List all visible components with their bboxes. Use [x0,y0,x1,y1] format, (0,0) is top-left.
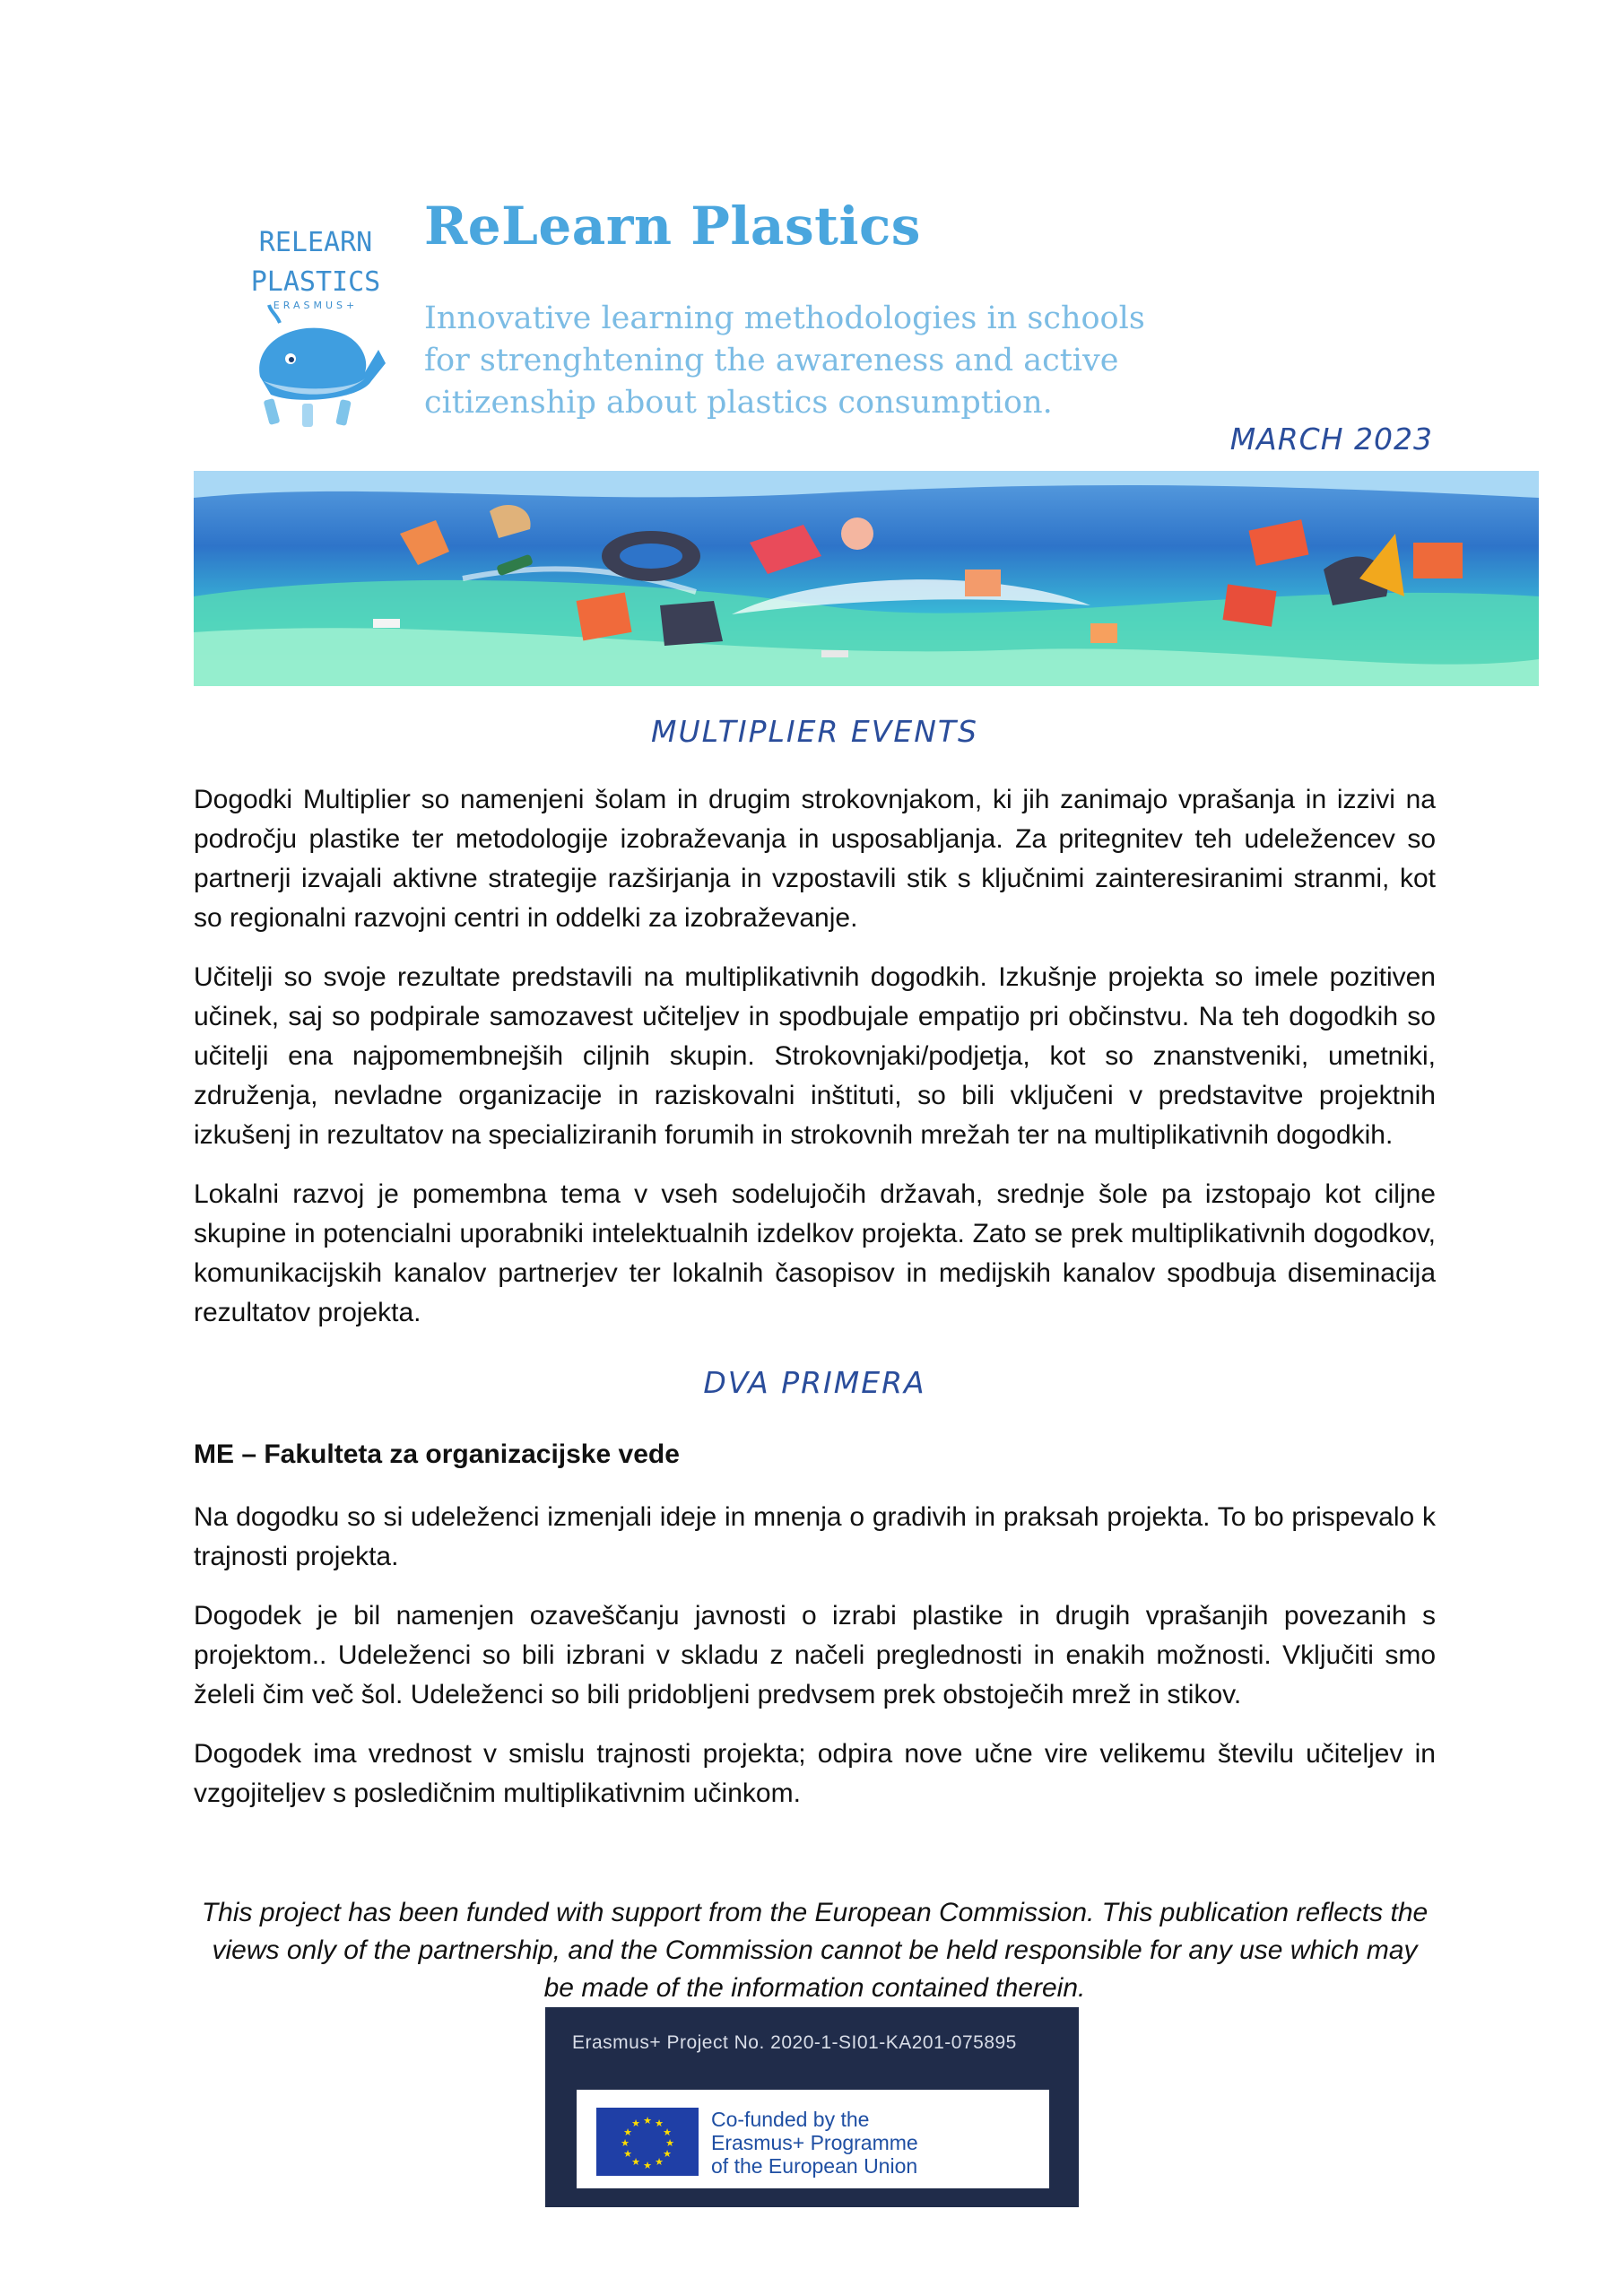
svg-text:★: ★ [643,2115,652,2126]
project-logo [244,215,387,430]
cofund-line: Co-funded by the [711,2108,870,2131]
svg-text:★: ★ [663,2148,672,2160]
tagline-line: for strenghtening the awareness and active [424,343,1119,378]
tagline-line: Innovative learning methodologies in schools [424,300,1145,336]
brand-title: ReLearn Plastics [424,196,921,257]
svg-text:★: ★ [655,2118,664,2129]
svg-text:★: ★ [623,2148,632,2160]
cofund-text [711,2108,1043,2178]
svg-text:★: ★ [663,2126,672,2138]
paragraph: Dogodek je bil namenjen ozaveščanju javnosti o izrabi plastike in drugih vprašanjih povezanih s projektom.. Udeleženci so bili izbrani v skladu z načeli preglednosti in enakih možnosti. Vključiti smo želeli čim več šol. Udeleženci so bili pridobljeni predvsem prek obstoječih mrež in stikov. [194,1601,1436,1709]
logo-text-plastics: PLASTICS [250,266,381,298]
whale-icon [259,305,386,427]
paragraph: Učitelji so svoje rezultate predstavili na multiplikativnih dogodkih. Izkušnje projekta so imele pozitiven učinek, saj so podpirale samozavest učiteljev in spodbujale empatijo pri občinstvu. Na teh dogodkih so učitelji ena najpomembnejših ciljnih skupin. Strokovnjaki/podjetja, kot so znanstveniki, umetniki, združenja, nevladne organizacije in raziskovalni inštituti, so bili vključeni v predstavitve projektnih izkušenj in rezultatov na specializiranih forumih in strokovnih mrežah ter na multiplikativnih dogodkih. [194,962,1436,1150]
paragraph: Dogodki Multiplier so namenjeni šolam in drugim strokovnjakom, ki jih zanimajo vprašanja in izzivi na področju plastike ter metodologije izobraževanja in usposabljanja. Za pritegnitev teh udeležencev so partnerji izvajali aktivne strategije razširjanja in vzpostavili stik s ključnimi zainteresiranimi stranmi, kot so regionalni razvojni centri in oddelki za izobraževanje. [194,785,1436,933]
svg-text:★: ★ [631,2118,640,2129]
paragraph: Lokalni razvoj je pomembna tema v vseh sodelujočih državah, srednje šole pa izstopajo kot ciljne skupine in potencialni uporabniki intelektualnih izdelkov projekta. Zato se prek multiplikativnih dogodkov, komunikacijskih kanalov partnerjev ter lokalnih časopisov in medijskih kanalov spodbuja diseminacija rezultatov projekta. [194,1179,1436,1327]
svg-text:★: ★ [643,2160,652,2171]
logo-text-relearn: RELEARN [258,227,373,258]
multiplier-events-body [194,780,1436,1352]
eu-flag-icon [596,2108,699,2176]
cofund-panel [577,2090,1049,2188]
svg-text:★: ★ [665,2137,674,2149]
funding-disclaimer: This project has been funded with support from the European Commission. This publication reflects the views only of the partnership, and the Commission cannot be held responsible for any use which may be made of the information contained therein. [201,1898,1429,2003]
cofund-line: Erasmus+ Programme [711,2131,918,2154]
tagline-line: citizenship about plastics consumption. [424,385,1053,421]
section-heading-multiplier-events: MULTIPLIER EVENTS [650,714,978,749]
cofund-line: of the European Union [711,2154,918,2178]
dva-primera-body [194,1435,1436,1833]
paragraph: Na dogodku so si udeleženci izmenjali ideje in mnenja o gradivih in praksah projekta. To bo prispevalo k trajnosti projekta. [194,1502,1436,1571]
tagline [424,298,1231,424]
logo-text-erasmus: ERASMUS+ [273,300,359,311]
erasmus-funding-badge [545,2007,1079,2207]
section-heading-dva-primera: DVA PRIMERA [703,1365,926,1400]
paragraph: Dogodek ima vrednost v smislu trajnosti projekta; odpira nove učne vire velikemu številu učiteljev in vzgojiteljev s posledičnim multiplikativnim učinkom. [194,1739,1436,1808]
example-subheading: ME – Fakulteta za organizacijske vede [194,1439,680,1469]
project-number: Erasmus+ Project No. 2020-1-SI01-KA201-075895 [572,2032,1017,2053]
svg-text:★: ★ [655,2156,664,2168]
svg-text:★: ★ [621,2137,630,2149]
ocean-plastic-banner [194,471,1539,686]
svg-text:★: ★ [623,2126,632,2138]
svg-text:★: ★ [631,2156,640,2168]
issue-date: MARCH 2023 [1229,422,1433,457]
